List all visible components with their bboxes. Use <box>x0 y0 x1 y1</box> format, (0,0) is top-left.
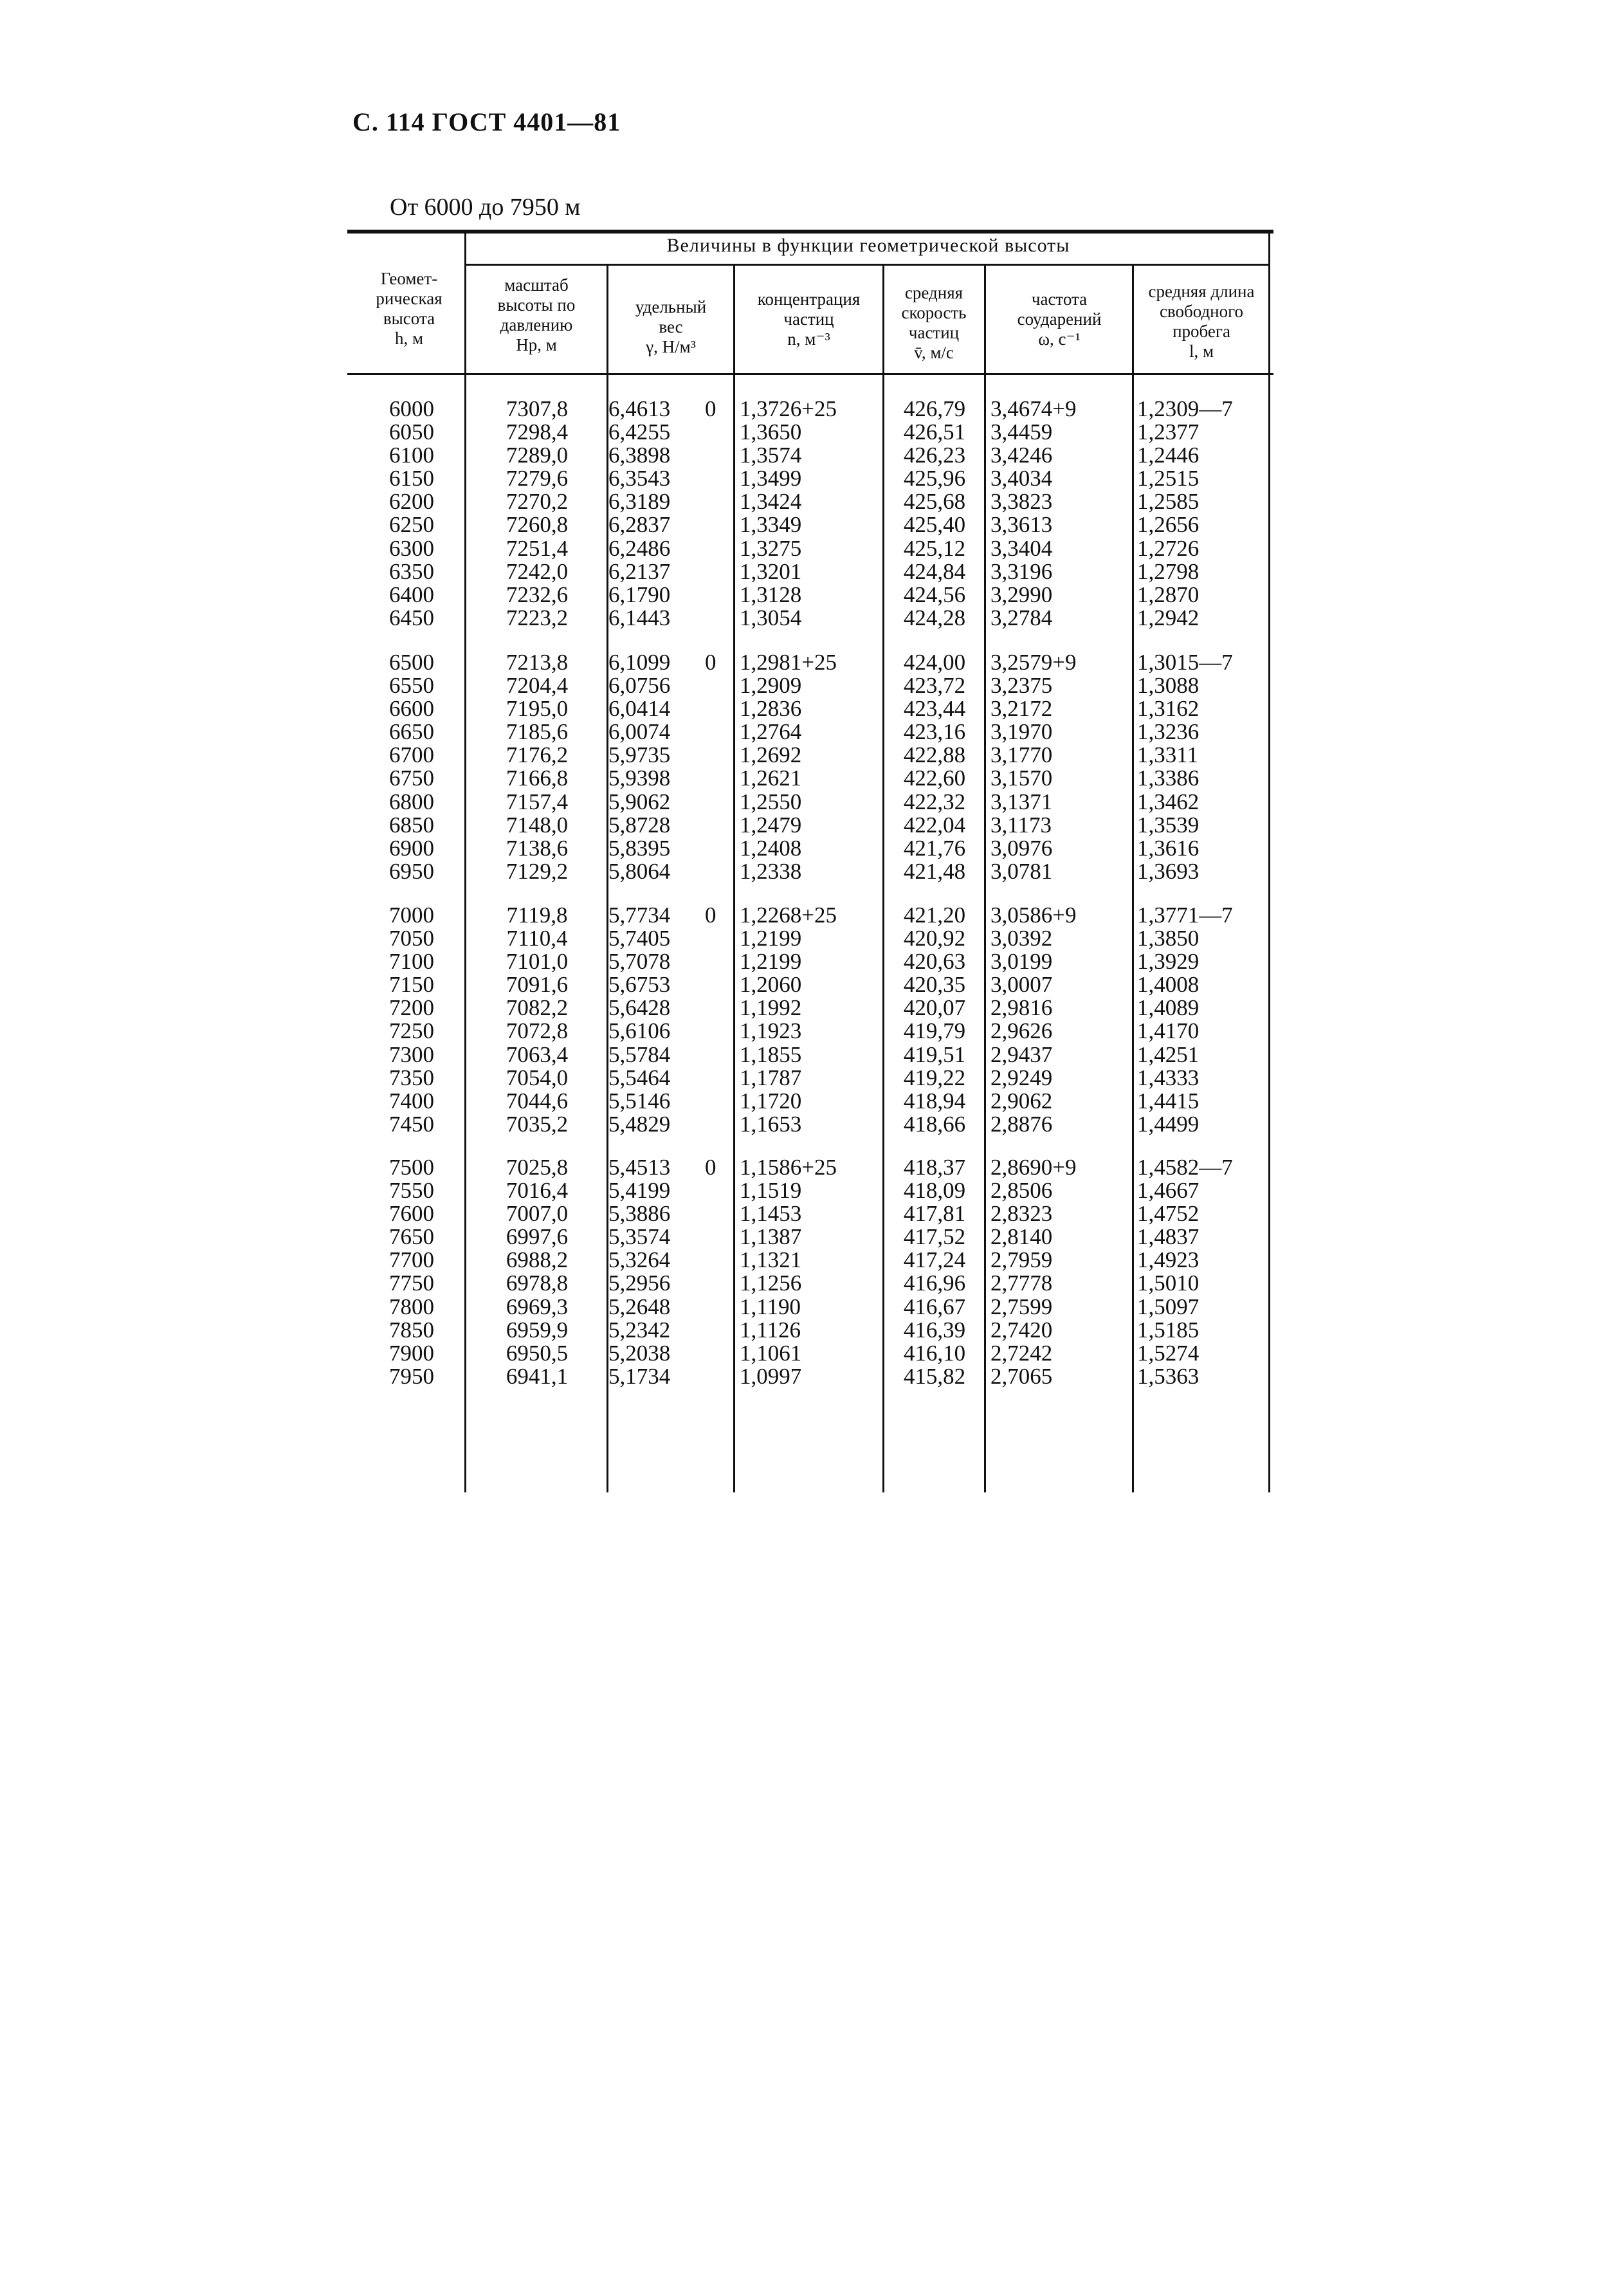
column-divider <box>733 264 735 1492</box>
altitude-column: 7000 7050 7100 7150 7200 7250 7300 7350 7400 7450 <box>389 903 434 1137</box>
header-hp <box>468 275 605 355</box>
column-divider <box>1132 264 1134 1492</box>
pressure-scale-column: 7119,8 7110,4 7101,0 7091,6 7082,2 7072,8 7063,4 7054,0 7044,6 7035,2 <box>506 903 569 1137</box>
specific-weight-column: 5,4513 5,4199 5,3886 5,3574 5,3264 5,2956 5,2648 5,2342 5,2038 5,1734 <box>608 1155 671 1389</box>
pressure-scale-column: 7307,8 7298,4 7289,0 7279,6 7270,2 7260,8 7251,4 7242,0 7232,6 7223,2 <box>506 396 569 630</box>
header-w-line: соударений <box>1017 309 1102 329</box>
header-v-line: v̄, м/с <box>914 343 954 362</box>
column-divider <box>464 232 466 1492</box>
header-w-line: ω, с⁻¹ <box>1038 329 1081 349</box>
mean-velocity-column: 424,00 423,72 423,44 423,16 422,88 422,60 422,32 422,04 421,76 421,48 <box>903 650 966 884</box>
header-v-line: частиц <box>908 323 960 342</box>
specific-weight-column: 6,1099 6,0756 6,0414 6,0074 5,9735 5,9398 5,9062 5,8728 5,8395 5,8064 <box>608 650 671 884</box>
header-l-line: l, м <box>1189 342 1214 361</box>
header-l-line: пробега <box>1172 322 1230 341</box>
altitude-column: 6000 6050 6100 6150 6200 6250 6300 6350 6400 6450 <box>389 396 434 630</box>
header-h <box>355 269 463 349</box>
mean-free-path-column: 1,3015—7 1,3088 1,3162 1,3236 1,3311 1,3386 1,3462 1,3539 1,3616 1,3693 <box>1137 650 1233 884</box>
table-subheader-rule <box>464 264 1268 266</box>
header-l <box>1135 282 1268 362</box>
mean-free-path-column: 1,3771—7 1,3850 1,3929 1,4008 1,4089 1,4170 1,4251 1,4333 1,4415 1,4499 <box>1137 903 1233 1137</box>
header-v-line: средняя <box>904 283 963 302</box>
collision-frequency-column: 2,8690+9 2,8506 2,8323 2,8140 2,7959 2,7778 2,7599 2,7420 2,7242 2,7065 <box>990 1155 1077 1389</box>
header-h-line: высота <box>383 309 435 328</box>
header-l-line: средняя длина <box>1148 282 1255 301</box>
particle-concentration-column: 1,3726+25 1,3650 1,3574 1,3499 1,3424 1,3349 1,3275 1,3201 1,3128 1,3054 <box>740 396 837 630</box>
header-n-line: концентрация <box>757 289 861 309</box>
header-n-line: n, м⁻³ <box>787 329 830 349</box>
mean-free-path-column: 1,4582—7 1,4667 1,4752 1,4837 1,4923 1,5010 1,5097 1,5185 1,5274 1,5363 <box>1137 1155 1233 1389</box>
pressure-scale-column: 7213,8 7204,4 7195,0 7185,6 7176,2 7166,8 7157,4 7148,0 7138,6 7129,2 <box>506 650 569 884</box>
header-h-line: Геомет- <box>380 269 438 288</box>
page-header: С. 114 ГОСТ 4401—81 <box>352 107 621 136</box>
header-hp-line: Hp, м <box>516 335 557 354</box>
table-top-rule <box>347 230 1273 234</box>
mean-velocity-column: 421,20 420,92 420,63 420,35 420,07 419,79 419,51 419,22 418,94 418,66 <box>903 903 966 1137</box>
group-title: Величины в функции геометрической высоты <box>666 235 1070 256</box>
collision-frequency-column: 3,2579+9 3,2375 3,2172 3,1970 3,1770 3,1570 3,1371 3,1173 3,0976 3,0781 <box>990 650 1077 884</box>
pressure-scale-column: 7025,8 7016,4 7007,0 6997,6 6988,2 6978,8 6969,3 6959,9 6950,5 6941,1 <box>506 1155 569 1389</box>
header-n <box>736 289 881 349</box>
range-caption: От 6000 до 7950 м <box>390 194 581 221</box>
collision-frequency-column: 3,4674+9 3,4459 3,4246 3,4034 3,3823 3,3613 3,3404 3,3196 3,2990 3,2784 <box>990 396 1077 630</box>
mean-free-path-column: 1,2309—7 1,2377 1,2446 1,2515 1,2585 1,2656 1,2726 1,2798 1,2870 1,2942 <box>1137 396 1233 630</box>
header-l-line: свободного <box>1159 302 1244 321</box>
table-header-rule <box>347 373 1273 375</box>
header-hp-line: давлению <box>500 315 573 335</box>
header-gamma-line: удельный <box>635 297 707 316</box>
particle-concentration-column: 1,2981+25 1,2909 1,2836 1,2764 1,2692 1,2621 1,2550 1,2479 1,2408 1,2338 <box>740 650 837 884</box>
specific-weight-exponent: 0 <box>705 650 716 675</box>
header-h-line: h, м <box>394 329 424 348</box>
specific-weight-column: 5,7734 5,7405 5,7078 5,6753 5,6428 5,6106 5,5784 5,5464 5,5146 5,4829 <box>608 903 671 1137</box>
header-w-line: частота <box>1031 289 1088 309</box>
specific-weight-exponent: 0 <box>705 903 716 928</box>
specific-weight-exponent: 0 <box>705 1155 716 1180</box>
header-n-line: частиц <box>783 309 834 329</box>
column-divider <box>984 264 986 1492</box>
collision-frequency-column: 3,0586+9 3,0392 3,0199 3,0007 2,9816 2,9626 2,9437 2,9249 2,9062 2,8876 <box>990 903 1077 1137</box>
altitude-column: 6500 6550 6600 6650 6700 6750 6800 6850 6900 6950 <box>389 650 434 884</box>
specific-weight-column: 6,4613 6,4255 6,3898 6,3543 6,3189 6,2837 6,2486 6,2137 6,1790 6,1443 <box>608 396 671 630</box>
particle-concentration-column: 1,2268+25 1,2199 1,2199 1,2060 1,1992 1,1923 1,1855 1,1787 1,1720 1,1653 <box>740 903 837 1137</box>
altitude-column: 7500 7550 7600 7650 7700 7750 7800 7850 7900 7950 <box>389 1155 434 1389</box>
particle-concentration-column: 1,1586+25 1,1519 1,1453 1,1387 1,1321 1,1256 1,1190 1,1126 1,1061 1,0997 <box>740 1155 837 1389</box>
header-w <box>988 289 1131 349</box>
mean-velocity-column: 426,79 426,51 426,23 425,96 425,68 425,40 425,12 424,84 424,56 424,28 <box>903 396 966 630</box>
header-hp-line: масштаб <box>504 275 569 295</box>
header-h-line: рическая <box>376 289 442 308</box>
header-gamma <box>610 297 732 357</box>
column-divider <box>882 264 884 1492</box>
header-v <box>886 283 982 363</box>
header-v-line: скорость <box>901 303 967 322</box>
header-hp-line: высоты по <box>497 295 576 315</box>
header-gamma-line: вес <box>659 317 683 336</box>
mean-velocity-column: 418,37 418,09 417,81 417,52 417,24 416,96 416,67 416,39 416,10 415,82 <box>903 1155 966 1389</box>
header-gamma-line: γ, Н/м³ <box>646 337 696 356</box>
specific-weight-exponent: 0 <box>705 396 716 421</box>
